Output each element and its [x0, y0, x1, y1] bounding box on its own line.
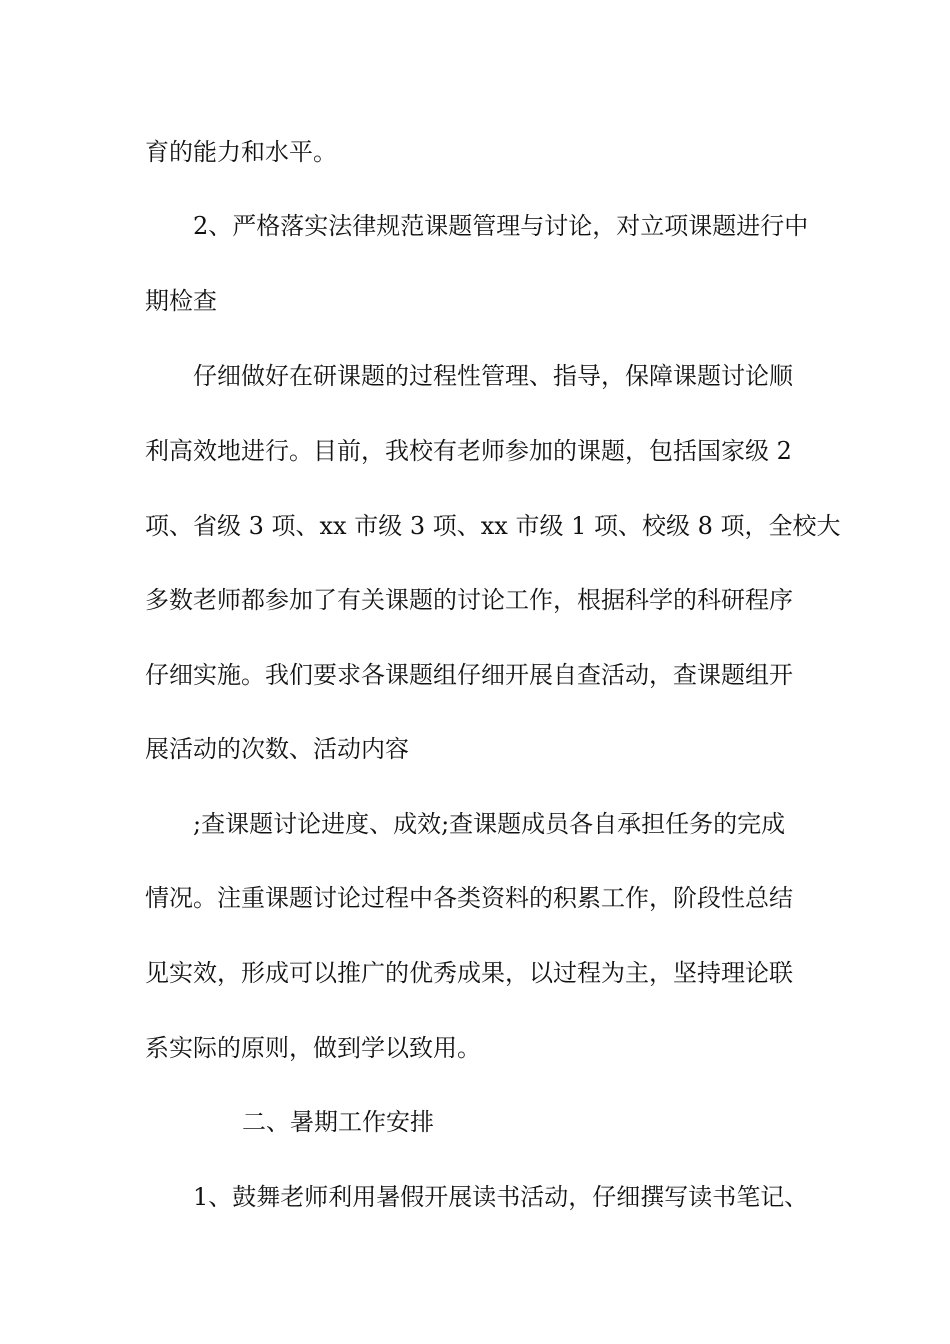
text-line: 利高效地进行。目前，我校有老师参加的课题，包括国家级 2: [145, 437, 792, 465]
text-line: 1、鼓舞老师利用暑假开展读书活动，仔细撰写读书笔记、: [193, 1183, 809, 1211]
section-heading: 二、暑期工作安排: [242, 1108, 434, 1136]
text-line: 育的能力和水平。: [145, 138, 337, 166]
text-line: 展活动的次数、活动内容: [145, 735, 409, 763]
text-line: 多数老师都参加了有关课题的讨论工作，根据科学的科研程序: [145, 586, 793, 614]
text-line: 情况。注重课题讨论过程中各类资料的积累工作，阶段性总结: [145, 884, 793, 912]
text-line: ;查课题讨论进度、成效;查课题成员各自承担任务的完成: [193, 810, 786, 838]
text-line: 系实际的原则，做到学以致用。: [145, 1034, 481, 1062]
text-line: 期检查: [145, 287, 217, 315]
text-line: 仔细实施。我们要求各课题组仔细开展自查活动，查课题组开: [145, 661, 793, 689]
text-line: 见实效，形成可以推广的优秀成果，以过程为主，坚持理论联: [145, 959, 793, 987]
text-line: 2、严格落实法律规范课题管理与讨论，对立项课题进行中: [193, 212, 809, 240]
text-line: 仔细做好在研课题的过程性管理、指导，保障课题讨论顺: [193, 362, 793, 390]
text-line: 项、省级 3 项、xx 市级 3 项、xx 市级 1 项、校级 8 项，全校大: [145, 512, 841, 540]
